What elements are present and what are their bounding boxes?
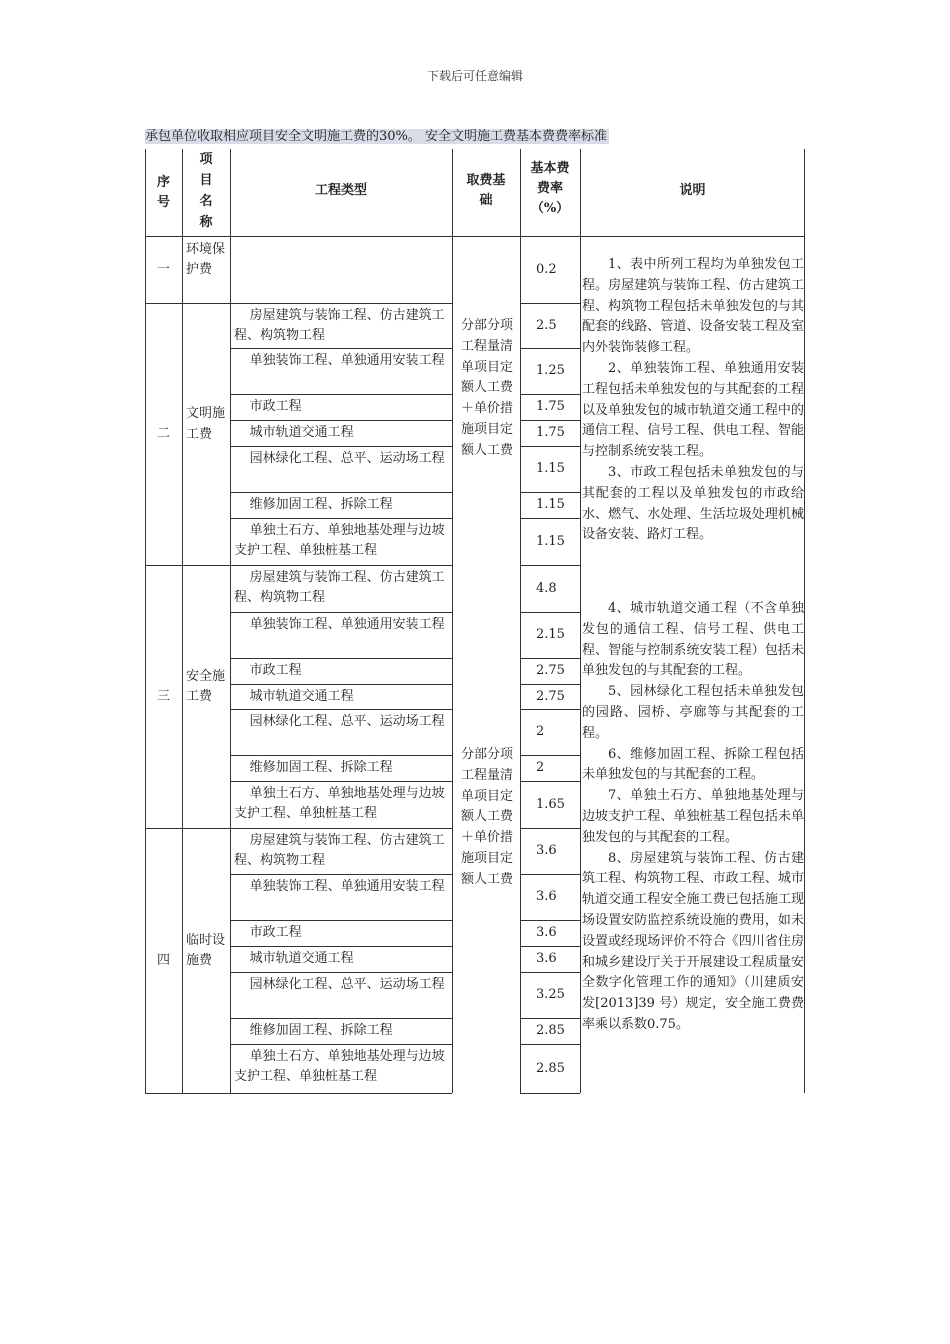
row-rate: 2.75: [536, 688, 565, 704]
row-divider: [520, 684, 580, 685]
header-type: 工程类型: [314, 183, 367, 198]
row-divider: [520, 348, 580, 349]
row-divider: [230, 755, 452, 756]
row-divider: [230, 972, 452, 973]
group-divider: [520, 828, 580, 829]
row-divider: [230, 920, 452, 921]
note-paragraph: 7、单独土石方、单独地基处理与边坡支护工程、单独桩基工程包括未单独发包的与其配套的工程。: [582, 788, 804, 845]
row-rate: 2: [536, 760, 545, 775]
row-divider: [520, 946, 580, 947]
row-divider: [230, 394, 452, 395]
row-engineering-type: 园林绿化工程、总平、运动场工程: [249, 451, 445, 466]
header-basis: 取费基础: [466, 173, 506, 208]
row-divider: [520, 755, 580, 756]
row-engineering-type: 市政工程: [249, 925, 302, 940]
row-engineering-type: 园林绿化工程、总平、运动场工程: [249, 714, 445, 729]
row-engineering-type: 城市轨道交通工程: [249, 688, 354, 704]
row-rate: 3.6: [536, 889, 557, 904]
row-rate: 1.65: [536, 796, 565, 812]
row-divider: [230, 446, 452, 447]
row-divider: [230, 612, 452, 613]
group-divider: [145, 565, 452, 566]
row-engineering-type: 房屋建筑与装饰工程、仿古建筑工程、构筑物工程: [234, 833, 445, 868]
row-divider: [230, 518, 452, 519]
table-bottom-border: [520, 1093, 580, 1094]
group-divider: [520, 303, 580, 304]
column-divider: [452, 149, 453, 1093]
row-seq: 四: [156, 952, 170, 968]
header-bottom-border: [145, 236, 805, 237]
notes-top: [582, 255, 804, 546]
row-divider: [230, 1018, 452, 1019]
note-paragraph: 8、房屋建筑与装饰工程、仿古建筑工程、构筑物工程、市政工程、城市轨道交通工程安全施工费已包括施工现场设置安防监控系统设施的费用，如未设置或经现场评价不符合《四川省住房和城乡建设厅关于开展建设工程质量安全数字化管理工作的通知》（川建质安发[2013]39 号）规定，安全施工费费率乘以系数0.75。: [582, 850, 804, 1032]
row-divider: [520, 446, 580, 447]
row-rate: 1.25: [536, 363, 565, 378]
header-name: 项目名称: [199, 152, 213, 230]
row-rate: 2.85: [536, 1023, 565, 1038]
note-paragraph: 6、维修加固工程、拆除工程包括未单独发包的与其配套的工程。: [582, 746, 804, 783]
fee-rate-table: [145, 149, 805, 1093]
column-divider: [804, 149, 805, 1093]
basis-text-upper: 分部分项工程量清单项目定额人工费＋单价措施项目定额人工费: [461, 318, 514, 458]
header-note: 说明: [679, 183, 706, 198]
row-divider: [520, 781, 580, 782]
row-divider: [520, 874, 580, 875]
table-bottom-border: [145, 1093, 452, 1094]
row-engineering-type: 园林绿化工程、总平、运动场工程: [249, 977, 445, 992]
row-divider: [230, 709, 452, 710]
row-divider: [230, 658, 452, 659]
row-divider: [520, 420, 580, 421]
row-divider: [230, 1044, 452, 1045]
row-divider: [230, 348, 452, 349]
column-divider: [182, 149, 183, 1093]
note-paragraph: 5、园林绿化工程包括未单独发包的园路、园桥、亭廊等与其配套的工程。: [582, 684, 804, 741]
row-engineering-type: 单独土石方、单独地基处理与边坡支护工程、单独桩基工程: [234, 1049, 445, 1084]
row-engineering-type: 维修加固工程、拆除工程: [249, 1023, 393, 1038]
row-project-name: 文明施工费: [186, 406, 226, 442]
row-divider: [520, 709, 580, 710]
row-seq: 三: [156, 688, 170, 704]
row-rate: 0.2: [536, 261, 557, 277]
row-divider: [230, 492, 452, 493]
row-divider: [520, 492, 580, 493]
column-divider: [520, 149, 521, 1093]
row-rate: 3.6: [536, 925, 557, 940]
row-project-name: 环境保护费: [186, 241, 226, 278]
row-engineering-type: 单独装饰工程、单独通用安装工程: [249, 353, 445, 368]
group-divider: [520, 565, 580, 566]
row-rate: 2.85: [536, 1060, 565, 1076]
row-engineering-type: 单独装饰工程、单独通用安装工程: [249, 617, 445, 632]
row-divider: [230, 420, 452, 421]
notes-bottom: [582, 599, 804, 1036]
row-rate: 2.15: [536, 627, 565, 642]
row-rate: 2.75: [536, 663, 565, 678]
header-seq: 序号: [156, 175, 170, 210]
row-rate: 1.75: [536, 399, 565, 414]
row-engineering-type: 维修加固工程、拆除工程: [249, 497, 393, 512]
row-engineering-type: 市政工程: [249, 399, 302, 414]
row-rate: 1.15: [536, 461, 565, 476]
row-divider: [230, 946, 452, 947]
row-rate: 1.75: [536, 425, 565, 440]
note-paragraph: 4、城市轨道交通工程（不含单独发包的通信工程、信号工程、供电工程、智能与控制系统安装工程）包括未单独发包的与其配套的工程。: [582, 601, 804, 679]
row-divider: [520, 658, 580, 659]
intro-text: 承包单位收取相应项目安全文明施工费的30%。 安全文明施工费基本费费率标准: [145, 129, 608, 144]
row-seq: 二: [156, 426, 170, 441]
row-divider: [520, 972, 580, 973]
row-project-name: 临时设施费: [186, 932, 226, 969]
row-rate: 3.6: [536, 951, 557, 966]
row-engineering-type: 城市轨道交通工程: [249, 425, 354, 440]
column-divider: [580, 149, 581, 1093]
row-divider: [230, 684, 452, 685]
row-engineering-type: 单独土石方、单独地基处理与边坡支护工程、单独桩基工程: [234, 523, 445, 558]
row-engineering-type: 单独装饰工程、单独通用安装工程: [249, 879, 445, 894]
row-divider: [520, 518, 580, 519]
row-engineering-type: 市政工程: [249, 663, 302, 678]
row-rate: 4.8: [536, 580, 557, 596]
row-engineering-type: 房屋建筑与装饰工程、仿古建筑工程、构筑物工程: [234, 570, 445, 605]
row-divider: [230, 874, 452, 875]
row-rate: 1.15: [536, 497, 565, 512]
basis-text-lower: 分部分项工程量清单项目定额人工费＋单价措施项目定额人工费: [461, 747, 514, 887]
column-divider: [230, 149, 231, 1093]
group-divider: [145, 303, 452, 304]
row-engineering-type: 城市轨道交通工程: [249, 951, 354, 966]
page-header: 下载后可任意编辑: [426, 69, 523, 83]
row-divider: [520, 394, 580, 395]
row-divider: [520, 920, 580, 921]
column-divider: [145, 149, 146, 1093]
row-rate: 2: [536, 724, 545, 739]
header-rate: 基本费费率（%）: [530, 161, 570, 216]
group-divider: [145, 828, 452, 829]
row-rate: 1.15: [536, 533, 565, 549]
row-engineering-type: 单独土石方、单独地基处理与边坡支护工程、单独桩基工程: [234, 786, 445, 821]
row-divider: [520, 1018, 580, 1019]
row-seq: 一: [156, 261, 170, 277]
row-divider: [520, 612, 580, 613]
row-divider: [520, 1044, 580, 1045]
row-engineering-type: 维修加固工程、拆除工程: [249, 760, 393, 775]
row-rate: 3.6: [536, 843, 557, 858]
row-divider: [230, 781, 452, 782]
row-rate: 3.25: [536, 987, 565, 1002]
row-rate: 2.5: [536, 317, 557, 333]
note-paragraph: 3、市政工程包括未单独发包的与其配套的工程以及单独发包的市政给水、燃气、水处理、生活垃圾处理机械设备安装、路灯工程。: [582, 464, 804, 543]
row-engineering-type: 房屋建筑与装饰工程、仿古建筑工程、构筑物工程: [234, 308, 445, 343]
note-paragraph: 1、表中所列工程均为单独发包工程。房屋建筑与装饰工程、仿古建筑工程、构筑物工程包括未单独发包的与其配套的线路、管道、设备安装工程及室内外装饰装修工程。: [582, 257, 804, 356]
row-project-name: 安全施工费: [186, 668, 226, 705]
note-paragraph: 2、单独装饰工程、单独通用安装工程包括未单独发包的与其配套的工程以及单独发包的城市轨道交通工程中的通信工程、信号工程、供电工程、智能与控制系统安装工程。: [582, 360, 804, 460]
